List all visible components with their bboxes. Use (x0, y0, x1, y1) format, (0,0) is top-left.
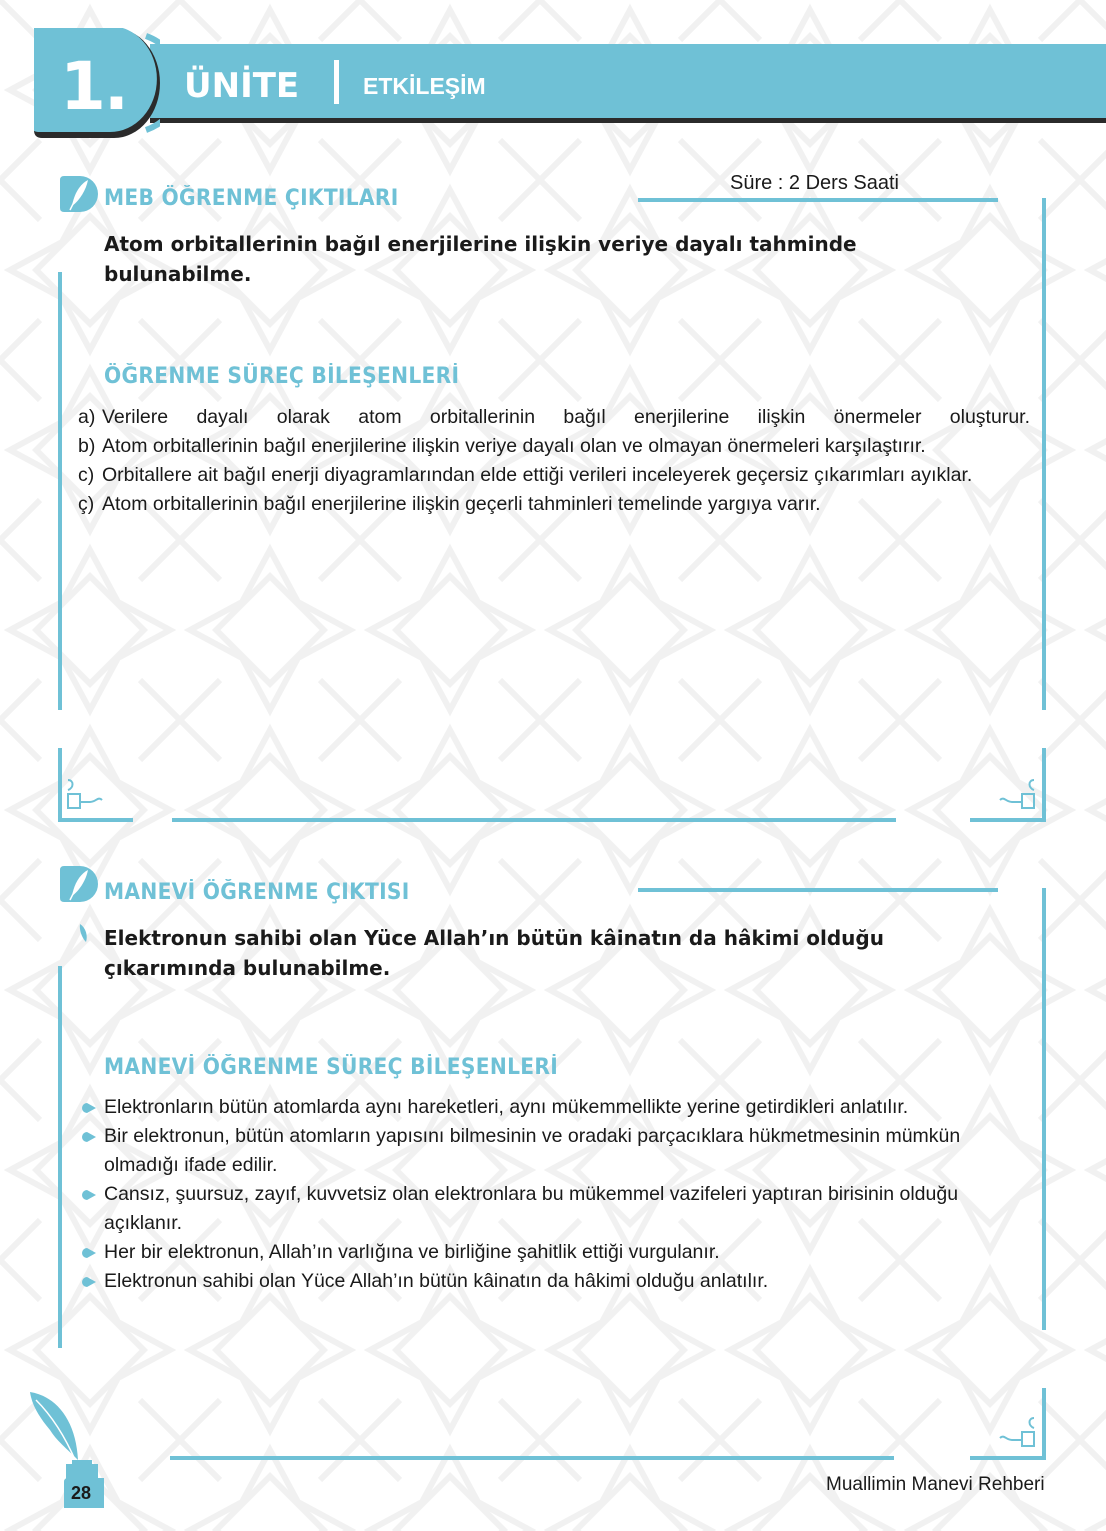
quill-icon (58, 174, 98, 214)
frame-right (1042, 888, 1046, 1330)
unit-number: 1. (60, 48, 127, 125)
frame-left (58, 272, 62, 710)
list-item (80, 1180, 990, 1238)
list-item (78, 490, 1030, 519)
bullet-icon (82, 1277, 96, 1287)
spiritual-outcome-line: Elektronun sahibi olan Yüce Allah’ın bütün kâinatın da hâkimi olduğu (104, 926, 884, 950)
list-marker: ç) (78, 493, 95, 515)
frame-right-lower (1042, 748, 1046, 820)
section-title-manevi: MANEVİ ÖĞRENME ÇIKTISI (104, 880, 410, 905)
frame-bottom-right (970, 818, 1046, 822)
list-text: Bir elektronun, bütün atomların yapısını bilmesinin ve oradaki parçacıklara hükmetmesinin mümkün olmadığı ifade edilir. (104, 1125, 961, 1176)
bullet-icon (82, 1248, 96, 1258)
frame-bottom (172, 818, 896, 822)
list-item (78, 432, 1030, 461)
unit-word: ÜNİTE (184, 66, 300, 106)
bullet-icon (82, 1103, 96, 1113)
frame-bottom-right (970, 1456, 1046, 1460)
learning-outcome-line: Atom orbitallerinin bağıl enerjilerine ilişkin veriye dayalı tahminde (104, 232, 857, 256)
list-text: Orbitallere ait bağıl enerji diyagramlarından elde ettiği verileri inceleyerek geçersiz çıkarımları ayıklar. (102, 464, 973, 486)
section-rule (638, 198, 998, 202)
frame-bottom (170, 1456, 894, 1460)
bullet-icon (82, 1132, 96, 1142)
quill-icon (58, 864, 98, 904)
list-item (80, 1238, 990, 1267)
components-list (78, 403, 1030, 519)
spiritual-outcome (104, 923, 1004, 983)
section-rule (638, 888, 998, 892)
list-marker: a) (78, 406, 96, 428)
ornament-corner-right (998, 776, 1038, 814)
feather-icon (76, 922, 90, 944)
frame-right-lower (1042, 1388, 1046, 1460)
list-item (78, 403, 1030, 432)
list-item (80, 1267, 990, 1296)
section-title-meb: MEB ÖĞRENME ÇIKTILARI (104, 186, 399, 211)
list-text: Atom orbitallerinin bağıl enerjilerine ilişkin veriye dayalı olan ve olmayan önermeleri karşılaştırır. (102, 435, 926, 457)
spiritual-outcome-line: çıkarımında bulunabilme. (104, 956, 391, 980)
frame-bottom-left (58, 818, 133, 822)
list-text: Elektronların bütün atomlarda aynı hareketleri, aynı mükemmellikte yerine getirdikleri anlatılır. (104, 1096, 909, 1118)
section-subtitle-spiritual-components: MANEVİ ÖĞRENME SÜREÇ BİLEŞENLERİ (104, 1055, 559, 1080)
ornament-corner-right (998, 1414, 1038, 1452)
header-banner-shadow (150, 118, 1106, 123)
book-title: Muallimin Manevi Rehberi (826, 1474, 1045, 1495)
page-number: 28 (71, 1483, 92, 1503)
list-item (80, 1093, 990, 1122)
list-marker: b) (78, 435, 96, 457)
section-subtitle-components: ÖĞRENME SÜREÇ BİLEŞENLERİ (104, 364, 460, 389)
list-text: Cansız, şuursuz, zayıf, kuvvetsiz olan elektronlara bu mükemmel vazifeleri yaptıran birisinin olduğu açıklanır. (104, 1183, 959, 1234)
unit-topic: ETKİLEŞİM (363, 73, 486, 99)
list-item (78, 461, 1030, 490)
quill-inkwell-icon (26, 1390, 106, 1482)
learning-outcome (104, 229, 1004, 289)
learning-outcome-line: bulunabilme. (104, 262, 252, 286)
list-text: Elektronun sahibi olan Yüce Allah’ın bütün kâinatın da hâkimi olduğu anlatılır. (104, 1270, 769, 1292)
spiritual-components-list (80, 1093, 990, 1296)
list-text: Verilere dayalı olarak atom orbitallerinin bağıl enerjilerine ilişkin önermeler oluşturur. (102, 406, 1030, 428)
duration-label: Süre : 2 Ders Saati (730, 172, 899, 194)
frame-left (58, 966, 62, 1348)
list-item (80, 1122, 990, 1180)
list-marker: c) (78, 464, 95, 486)
bullet-icon (82, 1190, 96, 1200)
frame-left-lower (58, 748, 62, 820)
frame-right (1042, 198, 1046, 710)
list-text: Her bir elektronun, Allah’ın varlığına ve birliğine şahitlik ettiği vurgulanır. (104, 1241, 720, 1263)
list-text: Atom orbitallerinin bağıl enerjilerine ilişkin geçerli tahminleri temelinde yargıya varır. (102, 493, 821, 515)
header-divider (334, 60, 339, 104)
ornament-corner-left (64, 776, 104, 814)
